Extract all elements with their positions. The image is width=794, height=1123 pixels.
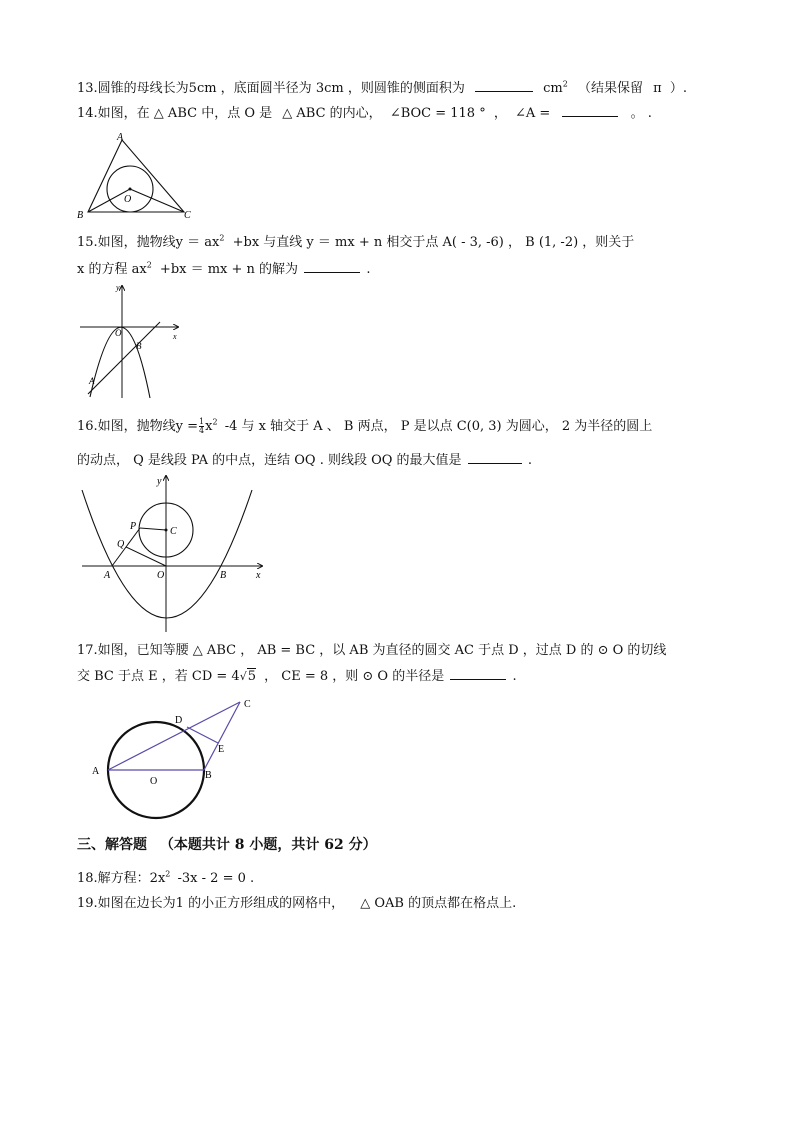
q18-text-1: 18.解方程：2x xyxy=(77,871,166,886)
q15-text-2c: . xyxy=(366,262,371,277)
q15-line xyxy=(88,322,160,394)
q14-triangle xyxy=(88,140,184,212)
q14-text-1: 14.如图，在 △ ABC 中，点 O 是 xyxy=(77,106,273,121)
q15-label-x: x xyxy=(173,332,177,341)
q17-text-1: 17.如图，已知等腰 △ ABC ， AB = BC ，以 AB 为直径的圆交 AC 于点 D ，过点 D 的 ⊙ O 的切线 xyxy=(77,643,667,658)
q17-label-o: O xyxy=(150,776,158,787)
q17-sqrt-value: 5 xyxy=(247,669,256,684)
q17-label-b: B xyxy=(205,770,212,781)
section-3-heading xyxy=(77,837,377,853)
question-17-line-1 xyxy=(77,643,666,659)
q16-text-1b: x xyxy=(205,419,213,434)
q16-figure xyxy=(80,472,268,638)
q14-label-a: A xyxy=(117,132,124,143)
q14-text-3: ∠BOC = 118 ° xyxy=(389,106,486,121)
q16-label-y: y xyxy=(157,476,162,487)
q16-label-c: C xyxy=(170,526,177,537)
q17-label-c: C xyxy=(244,699,251,710)
q14-segment-oc xyxy=(130,189,184,212)
q16-fraction xyxy=(199,418,204,435)
question-19 xyxy=(77,896,516,912)
q17-figure xyxy=(88,692,260,820)
q18-exponent: 2 xyxy=(165,869,171,879)
q16-fraction-denominator: 4 xyxy=(199,426,205,435)
q17-answer-blank[interactable] xyxy=(450,668,506,680)
q17-label-d: D xyxy=(175,715,183,726)
q16-text-2b: . xyxy=(527,453,532,468)
q15-label-b: B xyxy=(136,341,142,351)
q15-exponent-2: 2 xyxy=(146,260,152,270)
q19-text-2: △ OAB 的顶点都在格点上. xyxy=(360,896,517,911)
q13-answer-blank[interactable] xyxy=(475,80,533,92)
q13-unit: cm xyxy=(543,81,563,96)
q14-label-c: C xyxy=(184,210,191,221)
q17-text-2a: 交 BC 于点 E ，若 CD = 4 xyxy=(77,669,240,684)
q14-text-2: △ ABC 的内心， xyxy=(282,106,382,121)
q16-exponent: 2 xyxy=(212,417,218,427)
q14-label-b: B xyxy=(77,210,84,221)
q16-label-o: O xyxy=(157,570,165,581)
q13-text-2: （结果保留 xyxy=(577,81,643,96)
q15-label-y: y xyxy=(116,283,120,292)
q16-parabola xyxy=(82,490,252,618)
q17-segment-ac xyxy=(108,702,240,770)
q16-text-1c: -4 与 x 轴交于 A 、 B 两点， P 是以点 C(0, 3) 为圆心， 2 为半径的圆上 xyxy=(224,419,653,434)
q16-label-p: P xyxy=(130,521,137,532)
q17-sqrt-sign: √ xyxy=(239,670,247,683)
q15-figure xyxy=(78,282,184,400)
question-16-line-2 xyxy=(77,452,532,469)
question-16-line-1 xyxy=(77,418,652,435)
q13-text-1: 13.圆锥的母线长为5cm ，底面圆半径为 3cm ，则圆锥的侧面积为 xyxy=(77,81,465,96)
q16-label-q: Q xyxy=(117,539,125,550)
q15-answer-blank[interactable] xyxy=(304,261,360,273)
section-3-note: （本题共计 8 小题，共计 62 分） xyxy=(159,837,377,853)
question-14 xyxy=(77,105,652,122)
q17-label-a: A xyxy=(92,766,100,777)
q14-answer-blank[interactable] xyxy=(562,105,618,117)
section-3-title: 三、解答题 xyxy=(77,837,147,853)
q17-segment-bc xyxy=(204,702,240,770)
question-13 xyxy=(77,80,687,97)
q17-label-e: E xyxy=(218,744,225,755)
q15-text-2a: x 的方程 ax xyxy=(77,262,147,277)
q16-segment-pc xyxy=(140,528,166,530)
q15-label-o: O xyxy=(115,328,122,338)
q13-unit-exponent: 2 xyxy=(562,79,568,89)
q16-label-a: A xyxy=(104,570,111,581)
q19-text-1: 19.如图在边长为1 的小正方形组成的网格中， xyxy=(77,896,345,911)
q14-figure xyxy=(76,130,196,222)
q14-label-o: O xyxy=(124,194,132,205)
q16-label-b: B xyxy=(220,570,227,581)
question-18 xyxy=(77,871,254,887)
q15-text-1a: 15.如图，抛物线y ＝ ax xyxy=(77,235,220,250)
question-15-line-1 xyxy=(77,235,634,251)
q17-text-2b: ， CE = 8 ，则 ⊙ O 的半径是 xyxy=(264,669,445,684)
q17-tangent-de xyxy=(187,727,218,743)
q13-text-3: ）. xyxy=(669,81,687,96)
q18-text-2: -3x - 2 = 0 . xyxy=(177,871,255,886)
q16-answer-blank[interactable] xyxy=(468,452,522,464)
q13-pi: π xyxy=(653,81,662,96)
q15-label-a: A xyxy=(89,376,95,386)
question-17-line-2 xyxy=(77,668,517,685)
q16-label-x: x xyxy=(256,570,261,581)
q14-text-5: ∠A = xyxy=(515,106,551,121)
q14-center-dot xyxy=(129,188,132,191)
question-15-line-2 xyxy=(77,261,370,278)
q14-text-4: ， xyxy=(493,106,507,121)
q16-text-2a: 的动点， Q 是线段 PA 的中点，连结 OQ . 则线段 OQ 的最大值是 xyxy=(77,453,462,468)
q15-exponent-1: 2 xyxy=(219,233,225,243)
q17-text-2c: . xyxy=(512,669,517,684)
q14-text-6: 。 . xyxy=(630,106,652,121)
q16-fraction-numerator: 1 xyxy=(199,417,205,426)
q16-text-1a: 16.如图，抛物线y = xyxy=(77,419,199,434)
q15-text-1b: +bx 与直线 y ＝ mx + n 相交于点 A( - 3, -6) ， B (1, -2) ，则关于 xyxy=(232,235,635,250)
q15-text-2b: +bx ＝ mx + n 的解为 xyxy=(159,262,299,277)
